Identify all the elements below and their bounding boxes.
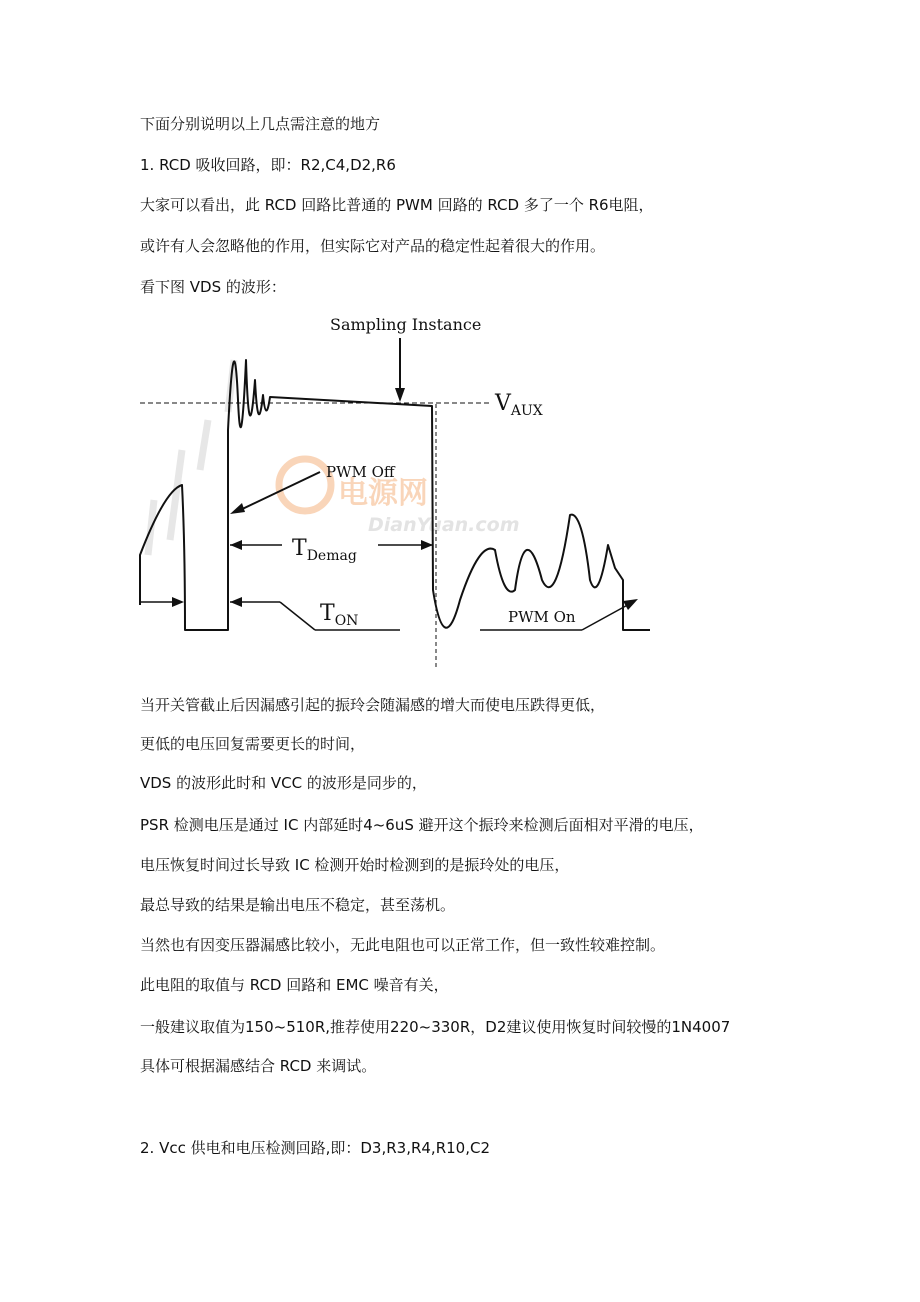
para2-line-7: 当然也有因变压器漏感比较小，无此电阻也可以正常工作，但一致性较难控制。	[140, 936, 666, 954]
watermark-logo-icon	[279, 459, 331, 511]
watermark	[148, 360, 520, 555]
para1-line-2: 或许有人会忽略他的作用，但实际它对产品的稳定性起着很大的作用。	[140, 237, 606, 255]
para2-line-3: VDS 的波形此时和 VCC 的波形是同步的，	[140, 774, 427, 792]
pwm-on-arrow-head	[623, 599, 638, 610]
tdemag-label: $T_{Demag}$	[292, 536, 357, 564]
tdemag-arrow-left-head	[230, 540, 242, 550]
left-edge-arrow-head	[172, 597, 184, 607]
vaux-label: $V_{AUX}$	[495, 391, 543, 419]
pwm-off-arrow-head	[230, 503, 245, 514]
watermark-en: DianYuan.com	[368, 514, 520, 536]
tdemag-arrow-right-head	[421, 540, 433, 550]
watermark-strokes	[148, 360, 234, 555]
intro-line: 下面分别说明以上几点需注意的地方	[140, 115, 381, 133]
pwm-off-label: PWM Off	[326, 463, 395, 481]
para2-line-1: 当开关管截止后因漏感引起的振玲会随漏感的增大而使电压跌得更低，	[140, 696, 606, 714]
pwm-on-leader-diag	[582, 602, 633, 630]
para2-line-2: 更低的电压回复需要更长的时间，	[140, 735, 366, 753]
para2-line-10: 具体可根据漏感结合 RCD 来调试。	[140, 1057, 377, 1075]
ton-label: $T_{ON}$	[320, 601, 359, 629]
sampling-arrow-head	[395, 388, 405, 402]
sampling-instance-label: Sampling Instance	[330, 315, 482, 334]
para2-line-8: 此电阻的取值与 RCD 回路和 EMC 噪音有关，	[140, 976, 449, 994]
section1-title: 1. RCD 吸收回路，即：R2,C4,D2,R6	[140, 156, 396, 174]
pwm-on-label: PWM On	[508, 608, 576, 626]
para1-line-1: 大家可以看出，此 RCD 回路比普通的 PWM 回路的 RCD 多了一个 R6电阻，	[140, 196, 654, 214]
para1-line-3: 看下图 VDS 的波形：	[140, 278, 286, 296]
para2-line-6: 最总导致的结果是输出电压不稳定，甚至荡机。	[140, 896, 456, 914]
watermark-cn: 电源网	[338, 476, 428, 511]
section2-title: 2. Vcc 供电和电压检测回路,即：D3,R3,R4,R10,C2	[140, 1139, 490, 1157]
ton-leader-diag	[280, 602, 315, 630]
vds-waveform-figure	[130, 300, 690, 680]
para2-line-5: 电压恢复时间过长导致 IC 检测开始时检测到的是振玲处的电压，	[140, 856, 570, 874]
para2-line-9: 一般建议取值为150~510R,推荐使用220~330R，D2建议使用恢复时间较慢的1N4007	[140, 1018, 731, 1036]
ton-arrow-head	[230, 597, 242, 607]
para2-line-4: PSR 检测电压是通过 IC 内部延时4~6uS 避开这个振玲来检测后面相对平滑的电压，	[140, 816, 704, 834]
